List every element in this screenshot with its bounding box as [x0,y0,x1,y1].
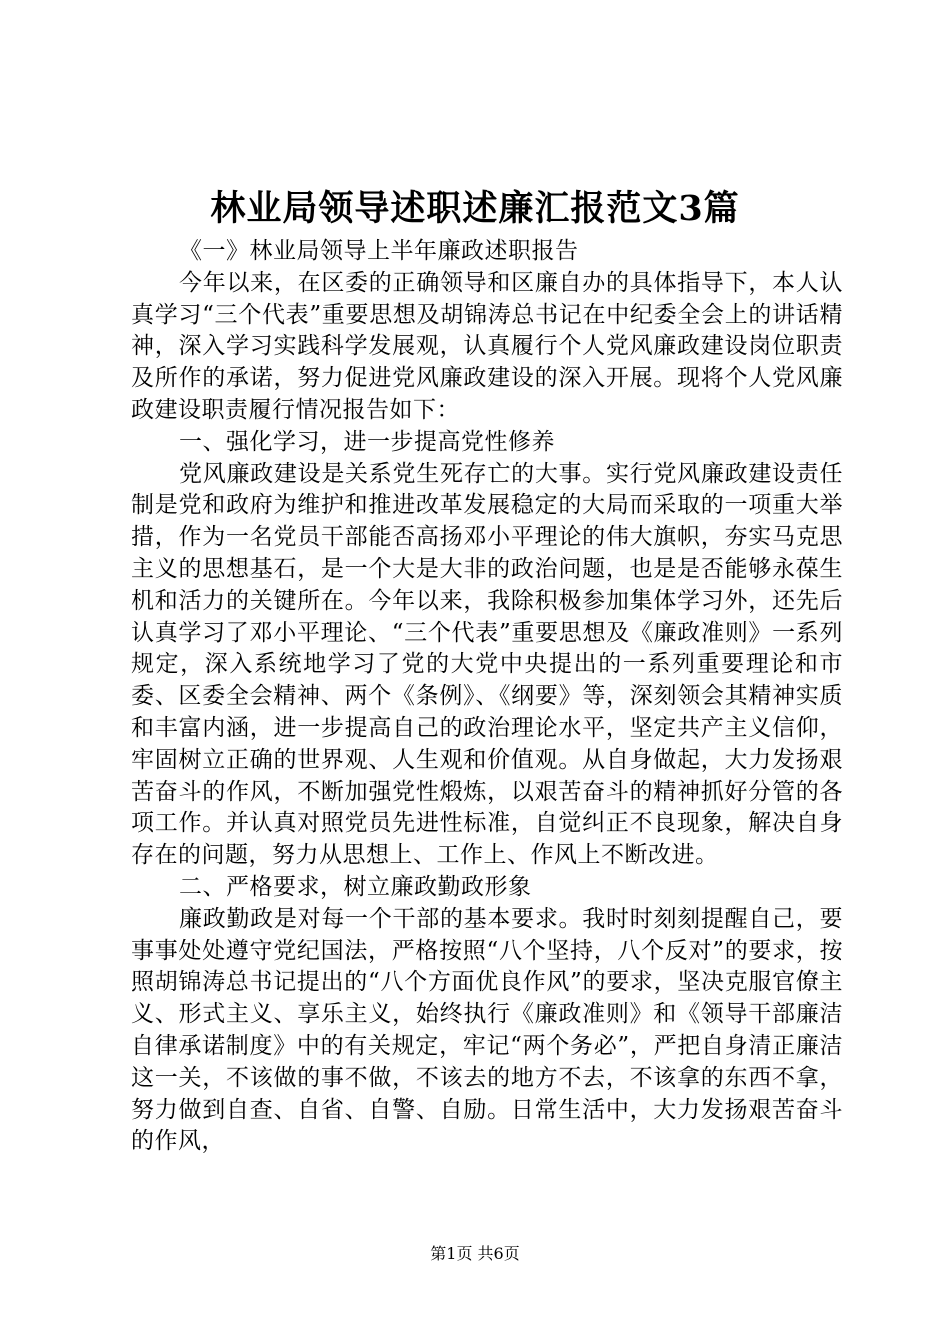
subheading-study: 一、强化学习，进一步提高党性修养 [179,428,555,455]
page-number-footer: 第1页 共6页 [430,1244,520,1263]
subheading-integrity: 二、严格要求，树立廉政勤政形象 [179,873,532,900]
body-paragraph-study: 党风廉政建设是关系党生死存亡的大事。实行党风廉政建设责任制是党和政府为维护和推进改革发展稳定的大局而采取的一项重大举措，作为一名党员干部能否高扬邓小平理论的伟大旗帜，夯实马克思主义的思想基石，是一个大是大非的政治问题，也是是否能够永葆生机和活力的关键所在。今年以来，我除积极参加集体学习外，还先后认真学习了邓小平理论、“三个代表”重要思想及《廉政准则》一系列规定，深入系统地学习了党的大党中央提出的一系列重要理论和市委、区委全会精神、两个《条例》、《纲要》等，深刻领会其精神实质和丰富内涵，进一步提高自己的政治理论水平，坚定共产主义信仰，牢固树立正确的世界观、人生观和价值观。从自身做起，大力发扬艰苦奋斗的作风，不断加强党性煅炼，以艰苦奋斗的精神抓好分管的各项工作。并认真对照党员先进性标准，自觉纠正不良现象，解决自身存在的问题，努力从思想上、工作上、作风上不断改进。 [131,460,843,869]
document-body [131,236,843,1158]
body-paragraph-integrity: 廉政勤政是对每一个干部的基本要求。我时时刻刻提醒自己，要事事处处遵守党纪国法，严格按照“八个坚持，八个反对”的要求，按照胡锦涛总书记提出的“八个方面优良作风”的要求，坚决克服官僚主义、形式主义、享乐主义，始终执行《廉政准则》和《领导干部廉洁自律承诺制度》中的有关规定，牢记“两个务必”，严把自身清正廉洁这一关，不该做的事不做，不该去的地方不去，不该拿的东西不拿，努力做到自查、自省、自警、自励。日常生活中，大力发扬艰苦奋斗的作风， [131,905,843,1155]
document-title: 林业局领导述职述廉汇报范文3篇 [210,188,740,229]
body-paragraph-intro: 今年以来，在区委的正确领导和区廉自办的具体指导下，本人认真学习“三个代表”重要思想及胡锦涛总书记在中纪委全会上的讲话精神，深入学习实践科学发展观，认真履行个人党风廉政建设岗位职责及所作的承诺，努力促进党风廉政建设的深入开展。现将个人党风廉政建设职责履行情况报告如下： [131,269,843,423]
section-heading-1: 《一》林业局领导上半年廉政述职报告 [179,238,579,264]
